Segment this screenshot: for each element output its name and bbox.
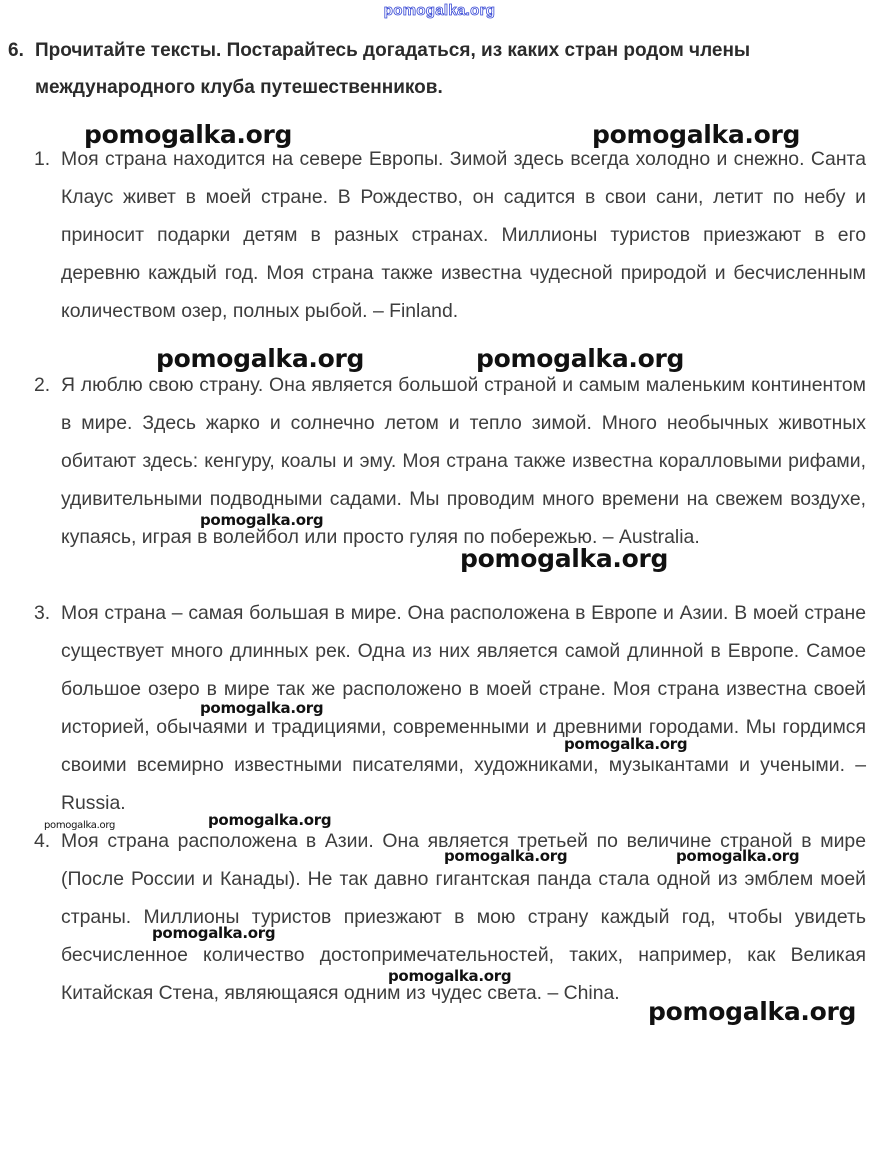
watermark: pomogalka.org [648, 997, 857, 1026]
task-heading [8, 32, 868, 106]
watermark: pomogalka.org [476, 344, 685, 373]
item-text: Моя страна находится на севере Европы. Зимой здесь всегда холодно и снежно. Санта Клаус живет в моей стране. В Рождество, он садится в свои сани, летит по небу и приносит подарки детям в разных странах. Миллионы туристов приезжают в его деревню каждый год. Моя страна также известна чудесной природой и бесчисленным количеством озер, полных рыбой. – Finland. [61, 148, 866, 322]
task-number: 6. [8, 40, 24, 61]
watermark: pomogalka.org [564, 735, 688, 753]
watermark: pomogalka.org [592, 120, 801, 149]
watermark: pomogalka.org [200, 699, 324, 717]
item-number: 1. [34, 148, 51, 170]
watermark: pomogalka.org [208, 811, 332, 829]
watermark: pomogalka.org [444, 847, 568, 865]
watermark: pomogalka.org [152, 924, 276, 942]
header-watermark: pomogalka.org [383, 2, 496, 19]
task-text: Прочитайте тексты. Постарайтесь догадаться, из каких стран родом члены международного клуба путешественников. [35, 40, 751, 98]
item-number: 2. [34, 374, 51, 396]
item-text: Моя страна – самая большая в мире. Она расположена в Европе и Азии. В моей стране существует много длинных рек. Одна из них является самой длинной в Европе. Самое большое озеро в мире так же расположено в моей стране. Моя страна известна своей историей, обычаями и традициями, современными и древними городами. Мы гордимся своими всемирно известными писателями, художниками, музыкантами и учеными. – Russia. [61, 602, 866, 814]
watermark: pomogalka.org [200, 511, 324, 529]
item-text: Моя страна расположена в Азии. Она является третьей по величине страной в мире (После России и Канады). Не так давно гигантская панда стала одной из эмблем моей страны. Миллионы туристов приезжают в мою страну каждый год, чтобы увидеть бесчисленное количество достопримечательностей, таких, например, как Великая Китайская Стена, являющаяся одним из чудес света. – China. [61, 830, 866, 1004]
watermark: pomogalka.org [388, 967, 512, 985]
watermark: pomogalka.org [84, 120, 293, 149]
text-item-1 [34, 140, 866, 330]
text-item-3 [34, 594, 866, 822]
watermark: pomogalka.org [156, 344, 365, 373]
text-item-2 [34, 366, 866, 556]
item-number: 3. [34, 602, 51, 624]
watermark: pomogalka.org [44, 820, 116, 831]
item-number: 4. [34, 830, 51, 852]
watermark: pomogalka.org [676, 847, 800, 865]
item-text: Я люблю свою страну. Она является большой страной и самым маленьким континентом в мире. Здесь жарко и солнечно летом и тепло зимой. Много необычных животных обитают здесь: кенгуру, коалы и эму. Моя страна также известна коралловыми рифами, удивительными подводными садами. Мы проводим много времени на свежем воздухе, купаясь, играя в волейбол или просто гуляя по побережью. – Australia. [61, 374, 866, 548]
watermark: pomogalka.org [460, 544, 669, 573]
